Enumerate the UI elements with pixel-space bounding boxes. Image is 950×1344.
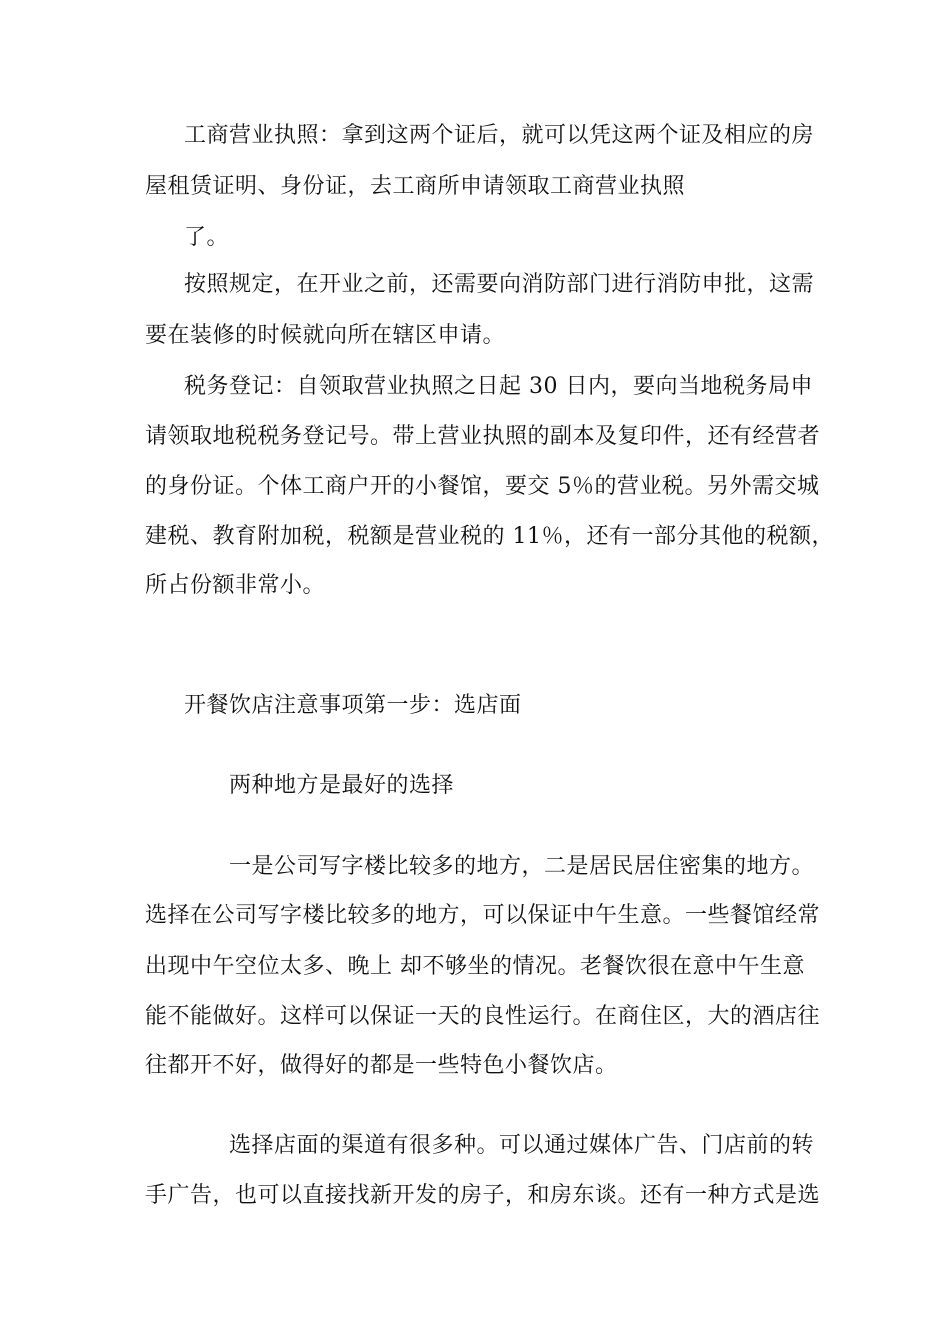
paragraph-location-line-3: 出现中午空位太多、晚上 却不够坐的情况。老餐饮很在意中午生意 (145, 954, 805, 979)
paragraph-business-license-line-3: 了。 (184, 225, 230, 250)
subheading: 两种地方是最好的选择 (229, 773, 455, 798)
section-heading: 开餐饮店注意事项第一步：选店面 (184, 693, 522, 718)
paragraph-tax-line-2: 请领取地税税务登记号。带上营业执照的副本及复印件，还有经营者 (145, 424, 821, 449)
paragraph-location-line-2: 选择在公司写字楼比较多的地方，可以保证中午生意。一些餐馆经常 (145, 903, 821, 928)
paragraph-tax-line-3: 的身份证。个体工商户开的小餐馆，要交 5％的营业税。另外需交城 (145, 474, 820, 499)
paragraph-fire-approval-line-1: 按照规定，在开业之前，还需要向消防部门进行消防申批，这需 (184, 272, 815, 297)
paragraph-channels-line-1: 选择店面的渠道有很多种。可以通过媒体广告、门店前的转 (229, 1133, 815, 1158)
paragraph-channels-line-2: 手广告，也可以直接找新开发的房子，和房东谈。还有一种方式是选 (145, 1183, 821, 1208)
paragraph-business-license-line-2: 屋租赁证明、身份证，去工商所申请领取工商营业执照 (145, 174, 686, 199)
paragraph-business-license-line-1: 工商营业执照：拿到这两个证后，就可以凭这两个证及相应的房 (184, 123, 815, 148)
paragraph-location-line-1: 一是公司写字楼比较多的地方，二是居民居住密集的地方。 (229, 854, 815, 879)
paragraph-tax-line-4: 建税、教育附加税，税额是营业税的 11％，还有一部分其他的税额， (145, 524, 834, 549)
paragraph-tax-line-1: 税务登记：自领取营业执照之日起 30 日内，要向当地税务局申 (184, 374, 813, 399)
paragraph-tax-line-5: 所占份额非常小。 (145, 573, 326, 598)
paragraph-location-line-5: 往都开不好，做得好的都是一些特色小餐饮店。 (145, 1053, 618, 1078)
paragraph-fire-approval-line-2: 要在装修的时候就向所在辖区申请。 (145, 323, 506, 348)
paragraph-location-line-4: 能不能做好。这样可以保证一天的良性运行。在商住区，大的酒店往 (145, 1004, 821, 1029)
